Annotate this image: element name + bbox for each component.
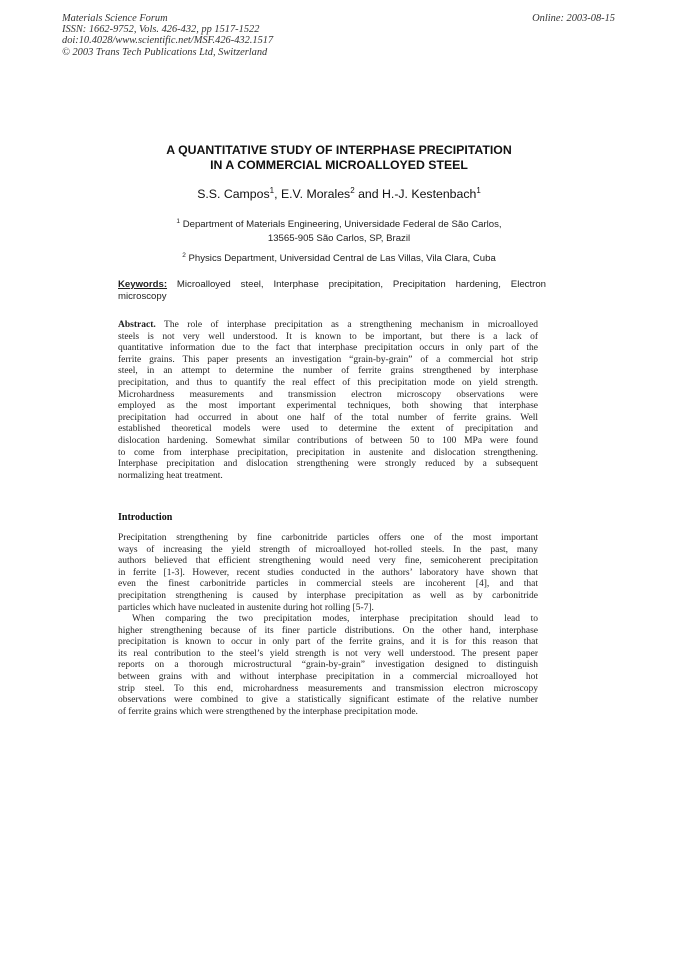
abstract-line: Abstract. The role of interphase precipitation as a strengthening mechanism in microalloyed bbox=[118, 320, 538, 330]
journal-doi: doi:10.4028/www.scientific.net/MSF.426-432.1517 bbox=[62, 35, 274, 47]
paragraph-line: strip steel. To this end, microhardness measurements and transmission electron microscopy bbox=[118, 683, 538, 694]
paragraph-line: Precipitation strengthening by fine carbonitride particles offers one of the most important bbox=[118, 533, 538, 543]
abstract-line: Interphase precipitation and dislocation strengthening were strongly reduced by a subsequent bbox=[118, 459, 538, 470]
abstract-line: precipitation, and thus to quantify the real effect of this precipitation mode on yield strength. bbox=[118, 377, 538, 388]
section-heading-introduction: Introduction bbox=[118, 512, 173, 523]
paragraph-line: authors believed that efficient strengthening would need very fine, semicoherent precipitation bbox=[118, 556, 538, 567]
author-separator: and bbox=[354, 187, 383, 202]
abstract-line: steel, in an attempt to determine the number of ferrite grains strengthened by interphase bbox=[118, 366, 538, 377]
journal-issn: ISSN: 1662-9752, Vols. 426-432, pp 1517-1522 bbox=[62, 24, 260, 36]
paragraph-line: observations were combined to give a statistically significant estimate of the relative number bbox=[118, 695, 538, 706]
affiliation-2: $^2$ Physics Department, Universidad Central de Las Villas, Vila Clara, Cuba bbox=[182, 252, 496, 265]
author-affil-mark: 2 bbox=[350, 186, 355, 195]
paragraph-line: in ferrite [1-3]. However, recent studies conducted in the authors’ laboratory have shown that bbox=[118, 567, 538, 578]
author-separator: , bbox=[274, 187, 281, 202]
affiliation-mark: 2 bbox=[182, 252, 186, 259]
paragraph-line: precipitation strengthening is caused by interphase precipitation as well as by carbonitride bbox=[118, 590, 538, 601]
author-list bbox=[0, 186, 678, 201]
paragraph-line: ways of increasing the yield strength of microalloyed hot-rolled steels. In the past, many bbox=[118, 544, 538, 555]
keywords bbox=[118, 279, 546, 303]
abstract-line: established theoretical models were used to determine the extent of precipitation and bbox=[118, 424, 538, 435]
abstract-line: dislocation hardening. Somewhat similar contributions of between 50 to 100 MPa were found bbox=[118, 435, 538, 446]
author-affil-mark: 1 bbox=[269, 186, 275, 195]
paper-title bbox=[0, 143, 678, 173]
abstract-line: ferrite grains. This paper presents an investigation “grain-by-grain” of a commercial hot strip bbox=[118, 354, 538, 365]
abstract-label: Abstract. bbox=[118, 320, 156, 330]
abstract-line: steels is not very well understood. It is known to be important, but there is a lack of bbox=[118, 331, 538, 342]
author-affil-mark: 1 bbox=[476, 186, 481, 195]
author-name: H.-J. Kestenbach bbox=[382, 187, 477, 202]
affiliation-mark: 1 bbox=[176, 218, 181, 225]
abstract-line: precipitation had occurred in about one half of the total number of ferrite grains. Well bbox=[118, 412, 538, 423]
title-line-2: IN A COMMERCIAL MICROALLOYED STEEL bbox=[210, 158, 468, 172]
paragraph-line: its real contribution to the steel’s yield strength is not very well understood. The present paper bbox=[118, 648, 538, 659]
author-name: S.S. Campos bbox=[197, 187, 270, 202]
abstract-line: employed as the most important experimental techniques, both showing that interphase bbox=[118, 401, 538, 412]
abstract-line: to come from interphase precipitation, precipitation in austenite and dislocation strengthening. bbox=[118, 447, 538, 458]
keywords-label: Keywords: bbox=[118, 279, 168, 290]
paragraph-line: between grains with and without interphase precipitation in a commercial microalloyed hot bbox=[118, 671, 538, 682]
affiliation-1-line-1: $^1$ Department of Materials Engineering, Universidade Federal de São Carlos, bbox=[176, 218, 502, 231]
paragraph-line: of ferrite grains which were strengthened by the interphase precipitation mode. bbox=[118, 706, 418, 717]
paragraph-line: When comparing the two precipitation modes, interphase precipitation should lead to bbox=[132, 614, 538, 624]
journal-copyright: © 2003 Trans Tech Publications Ltd, Switzerland bbox=[62, 46, 268, 58]
paragraph-line: precipitation is known to occur in only part of the ferrite grains, and it is for this reason that bbox=[118, 637, 538, 648]
journal-name: Materials Science Forum bbox=[62, 13, 168, 24]
introduction-paragraph-1 bbox=[118, 533, 538, 614]
abstract-line: normalizing heat treatment. bbox=[118, 470, 223, 481]
paragraph-line: higher strengthening because of its finer particle distributions. On the other hand, interphase bbox=[118, 625, 538, 636]
keywords-text: Microalloyed steel, Interphase precipitation, Precipitation hardening, Electron microscopy bbox=[118, 279, 546, 302]
paragraph-line: reports on a thorough microstructural “grain-by-grain” investigation designed to distinguish bbox=[118, 660, 538, 671]
paragraph-line: even the finest carbonitride particles in commercial steels are incoherent [4], and that bbox=[118, 579, 538, 590]
title-line-1: A QUANTITATIVE STUDY OF INTERPHASE PRECIPITATION bbox=[166, 143, 512, 157]
abstract bbox=[118, 320, 538, 482]
paragraph-line: particles which have nucleated in austenite during hot rolling [5-7]. bbox=[118, 602, 374, 613]
abstract-line: quantitative information due to the fact that interphase precipitation occurs in only part of the bbox=[118, 343, 538, 354]
online-date: Online: 2003-08-15 bbox=[532, 13, 615, 24]
journal-header bbox=[62, 13, 273, 58]
affiliation-1-line-2: 13565-905 São Carlos, SP, Brazil bbox=[267, 233, 411, 244]
abstract-line: Microhardness measurements and transmission electron microscopy observations were bbox=[118, 389, 538, 400]
author-name: E.V. Morales bbox=[280, 187, 351, 202]
introduction-paragraph-2 bbox=[118, 614, 538, 718]
